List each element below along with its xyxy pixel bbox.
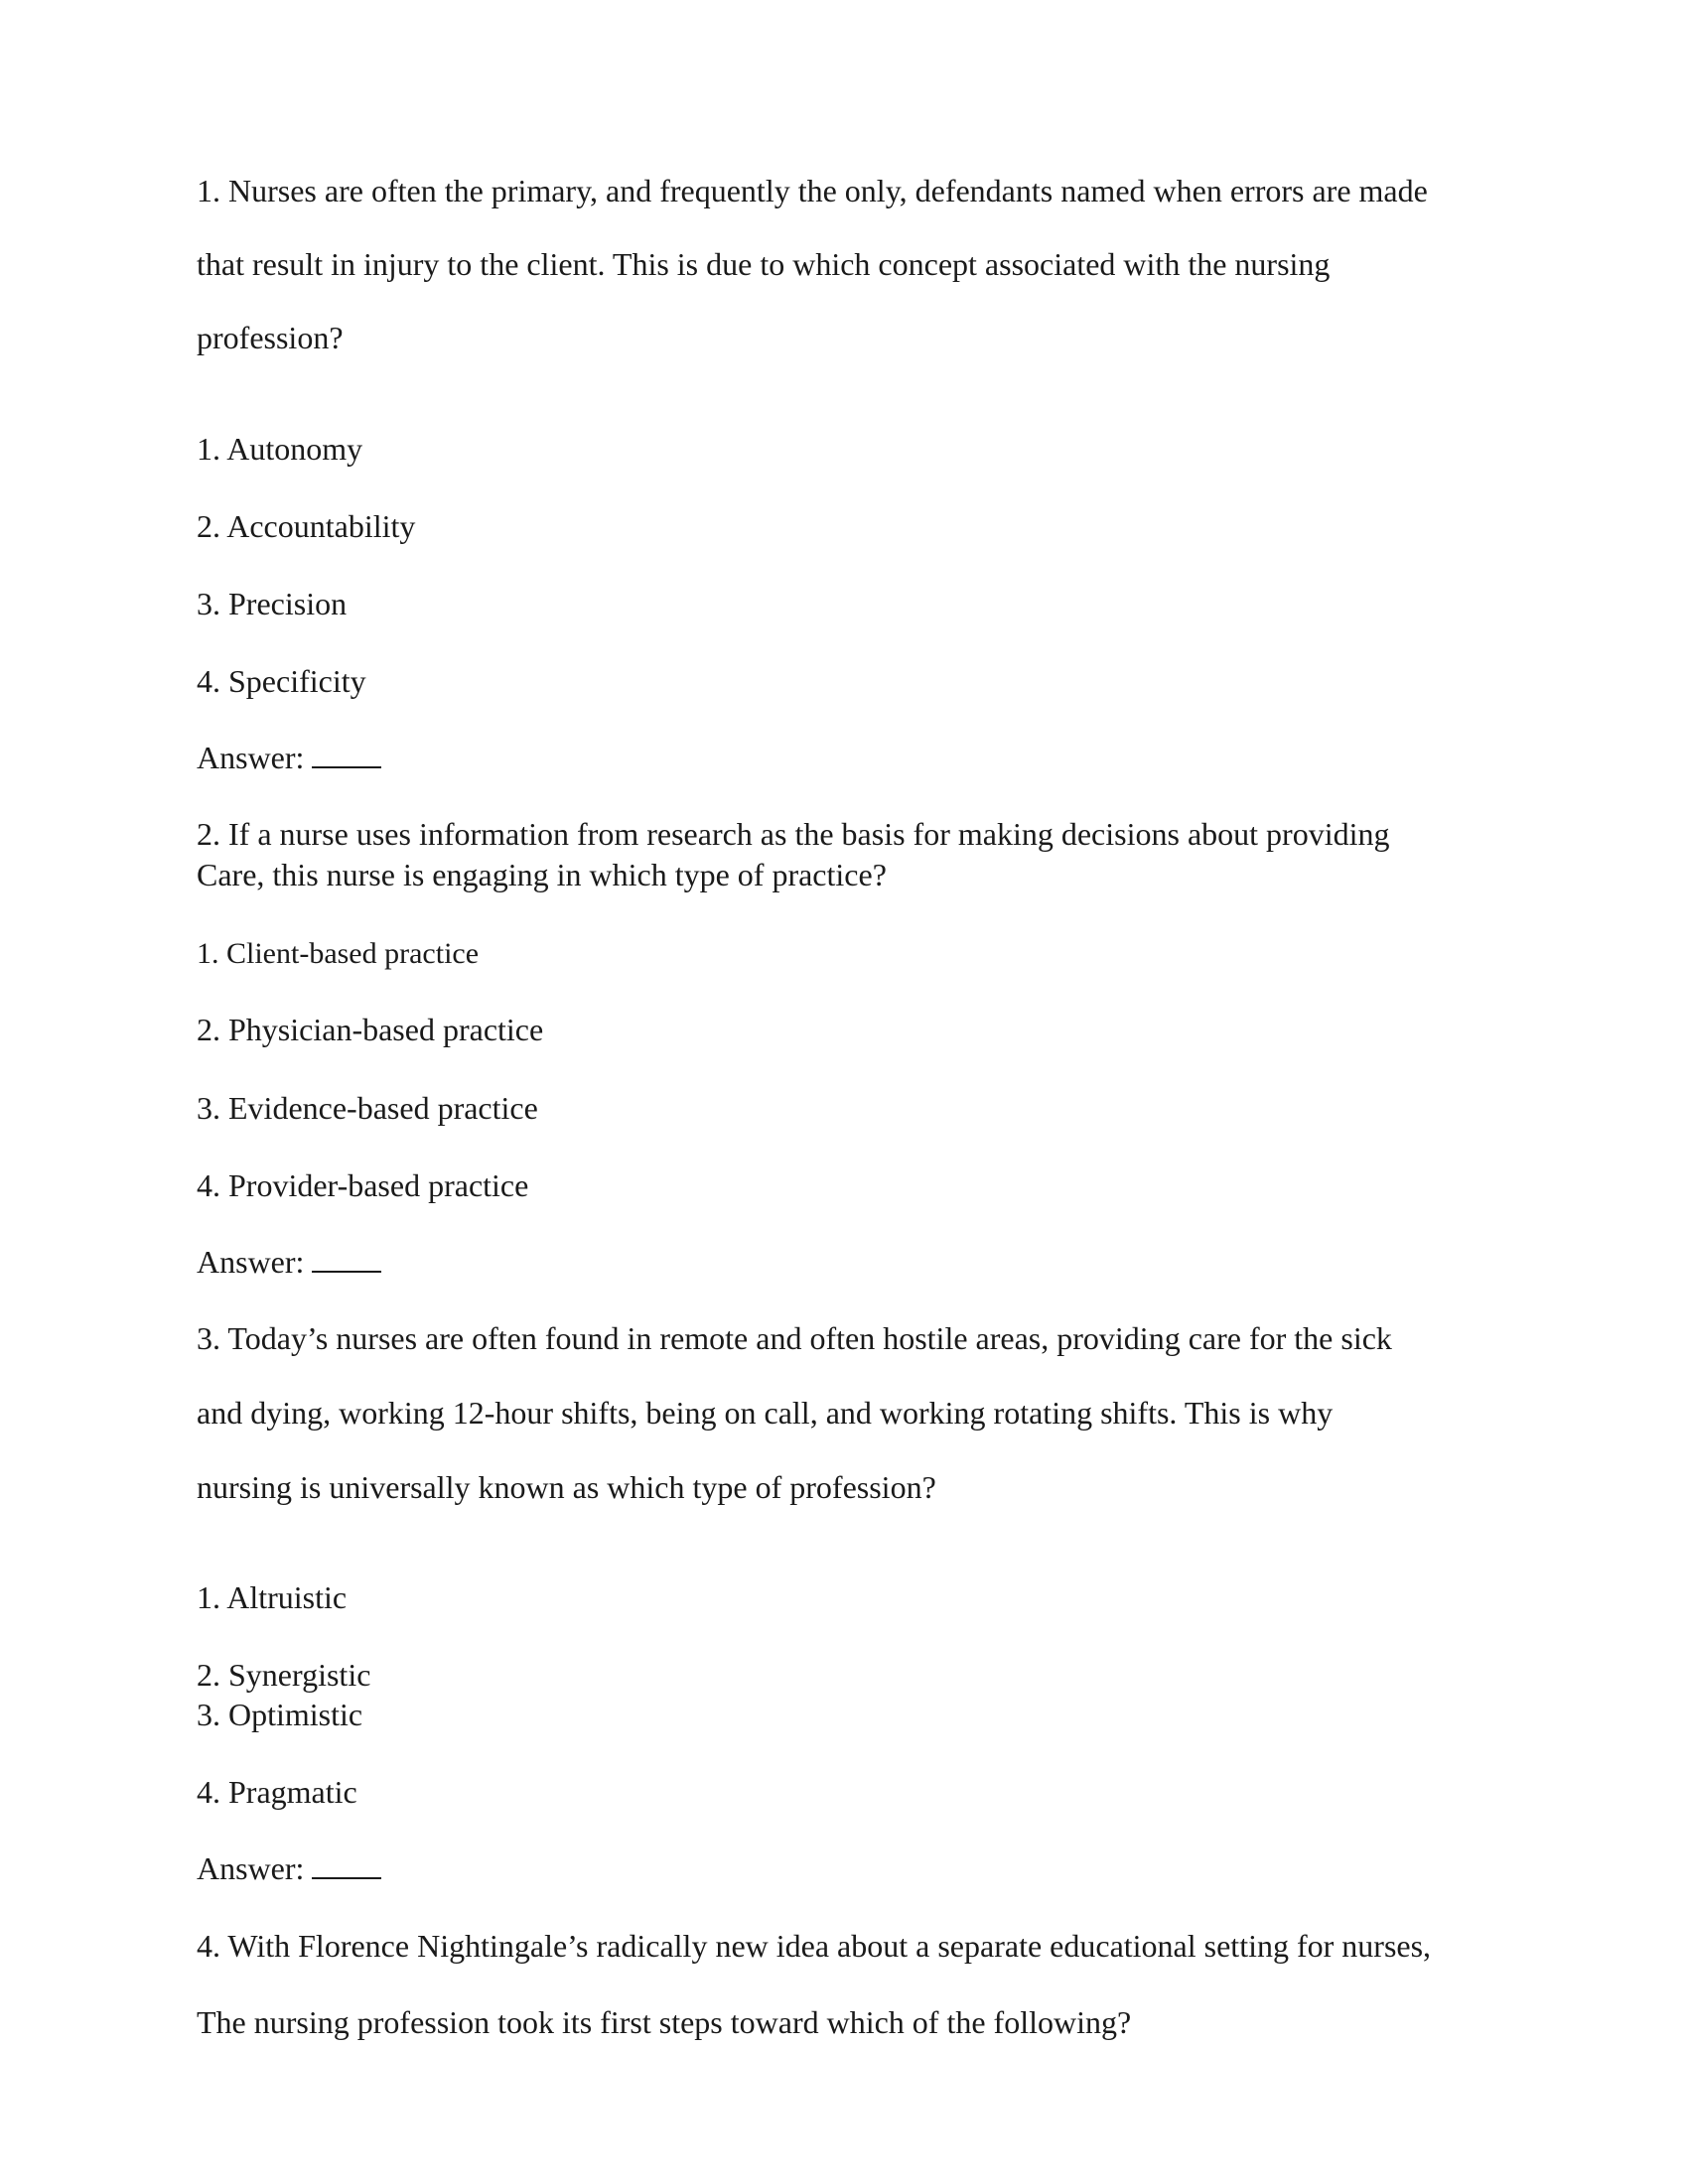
question-2-option-1: 1. Client-based practice [197, 937, 480, 970]
question-1-option-2: 2. Accountability [197, 508, 416, 544]
answer-blank[interactable] [312, 741, 381, 768]
question-3-option-2: 2. Synergistic [197, 1657, 371, 1693]
question-1-line-3: profession? [197, 320, 344, 355]
question-3-line-2: and dying, working 12-hour shifts, being on call, and working rotating shifts. This is why [197, 1395, 1334, 1431]
question-3-option-4: 4. Pragmatic [197, 1774, 357, 1810]
question-4-line-1: 4. With Florence Nightingale’s radically new idea about a separate educational setting for nurses, [197, 1928, 1432, 1964]
question-1-line-1: 1. Nurses are often the primary, and frequently the only, defendants named when errors are made [197, 173, 1428, 208]
answer-label: Answer: [197, 740, 305, 775]
question-2-option-3: 3. Evidence-based practice [197, 1090, 538, 1126]
answer-label: Answer: [197, 1850, 305, 1886]
question-4-line-2: The nursing profession took its first steps toward which of the following? [197, 2004, 1132, 2040]
answer-label: Answer: [197, 1244, 305, 1280]
question-1-line-2: that result in injury to the client. This is due to which concept associated with the nursing [197, 246, 1331, 282]
question-3-option-3: 3. Optimistic [197, 1697, 363, 1732]
question-2-line-1: 2. If a nurse uses information from research as the basis for making decisions about providing [197, 816, 1390, 852]
answer-blank[interactable] [312, 1851, 381, 1879]
question-2-option-4: 4. Provider-based practice [197, 1167, 529, 1203]
answer-blank[interactable] [312, 1245, 381, 1273]
question-3-option-1: 1. Altruistic [197, 1579, 348, 1615]
question-1-option-1: 1. Autonomy [197, 431, 363, 467]
question-1-answer [197, 738, 381, 777]
question-3-answer [197, 1848, 381, 1888]
question-1-option-4: 4. Specificity [197, 663, 366, 699]
question-3-line-1: 3. Today’s nurses are often found in remote and often hostile areas, providing care for the sick [197, 1320, 1392, 1356]
question-2-option-2: 2. Physician-based practice [197, 1012, 544, 1047]
question-1-option-3: 3. Precision [197, 586, 348, 621]
question-2-line-2: Care, this nurse is engaging in which type of practice? [197, 857, 887, 892]
question-2-answer [197, 1242, 381, 1282]
question-3-line-3: nursing is universally known as which type of profession? [197, 1469, 936, 1505]
